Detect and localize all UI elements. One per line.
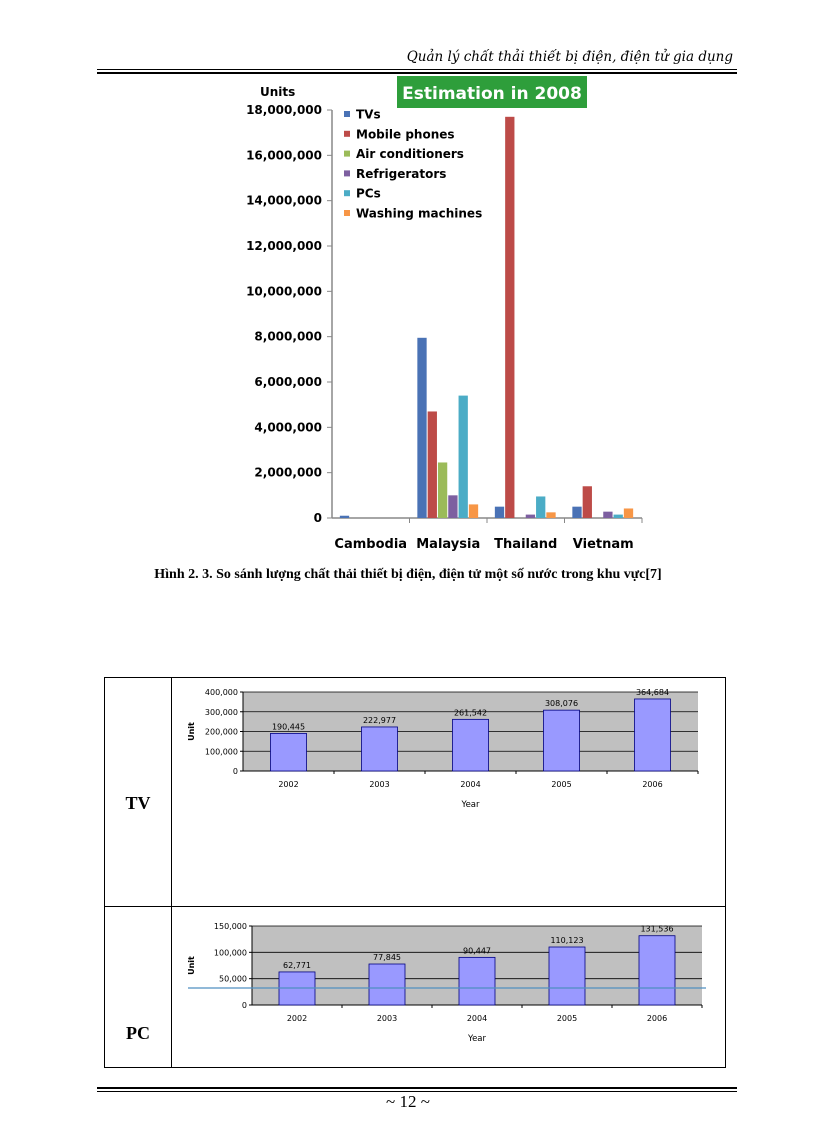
bar-2006: [639, 936, 675, 1005]
bar-washing-machines-malaysia: [469, 504, 478, 518]
legend-swatch: [344, 190, 350, 196]
y-tick-label: 50,000: [219, 974, 247, 984]
legend-swatch: [344, 170, 350, 176]
y-tick-label: 100,000: [213, 948, 247, 958]
data-label: 62,771: [283, 960, 311, 970]
bar-2006: [635, 699, 671, 771]
bar-refrigerators-thailand: [526, 515, 535, 518]
x-tick-label: 2004: [460, 780, 481, 789]
pc-units-chart: [172, 907, 725, 1067]
data-label: 90,447: [463, 946, 491, 956]
category-label: Malaysia: [416, 537, 481, 552]
figure-caption: Hình 2. 3. So sánh lượng chất thải thiết bị điện, điện tử một số nước trong khu vực[7]: [154, 567, 662, 582]
header-rule-thin: [97, 69, 737, 70]
bar-2005: [549, 947, 585, 1005]
bar-2005: [544, 710, 580, 771]
x-tick-label: 2003: [369, 780, 390, 789]
y-tick-label: 18,000,000: [246, 103, 322, 117]
estimation-2008-chart: [226, 72, 646, 557]
legend-label: TVs: [356, 107, 381, 122]
y-axis-label: Unit: [187, 722, 196, 741]
x-tick-label: 2004: [466, 1014, 488, 1023]
footer-rule-thick: [97, 1087, 737, 1089]
data-label: 364,684: [635, 687, 670, 697]
bar-mobile-phones-vietnam: [583, 486, 592, 518]
y-tick-label: 8,000,000: [254, 329, 322, 344]
legend-label: PCs: [356, 186, 381, 201]
legend-swatch: [344, 151, 350, 157]
x-axis-label: Year: [461, 800, 480, 810]
y-tick-label: 0: [232, 767, 238, 776]
x-tick-label: 2003: [376, 1014, 398, 1023]
y-tick-label: 150,000: [213, 922, 247, 931]
y-axis-label: Unit: [187, 956, 196, 975]
y-tick-label: 12,000,000: [246, 239, 322, 253]
bar-washing-machines-vietnam: [624, 508, 633, 518]
y-tick-label: 10,000,000: [246, 284, 322, 299]
legend-label: Air conditioners: [356, 147, 464, 162]
x-tick-label: 2005: [556, 1014, 578, 1023]
bar-refrigerators-malaysia: [448, 495, 457, 518]
bar-tvs-malaysia: [417, 338, 426, 518]
legend-swatch: [344, 210, 350, 216]
data-label: 261,542: [453, 708, 488, 718]
bar-2003: [362, 727, 398, 771]
bar-washing-machines-thailand: [546, 512, 555, 518]
x-tick-label: 2005: [551, 780, 572, 789]
y-tick-label: 0: [241, 1001, 247, 1010]
bar-2004: [459, 957, 495, 1005]
bar-pcs-malaysia: [459, 396, 468, 518]
bar-mobile-phones-thailand: [505, 117, 514, 518]
y-tick-label: 4,000,000: [254, 420, 322, 435]
y-tick-label: 100,000: [204, 747, 238, 757]
legend-swatch: [344, 131, 350, 137]
bar-tvs-cambodia: [340, 516, 349, 518]
x-tick-label: 2006: [642, 780, 663, 789]
bar-pcs-thailand: [536, 496, 545, 518]
data-label: 190,445: [271, 722, 306, 732]
bar-mobile-phones-malaysia: [428, 411, 437, 518]
x-tick-label: 2006: [646, 1014, 668, 1023]
category-label: Cambodia: [334, 537, 408, 552]
data-label: 110,123: [550, 936, 584, 946]
y-tick-label: 400,000: [204, 688, 238, 697]
category-label: Thailand: [494, 537, 558, 552]
chart-title: Estimation in 2008: [402, 84, 582, 104]
bar-tvs-thailand: [495, 507, 504, 518]
y-tick-label: 0: [313, 511, 322, 525]
x-axis-label: Year: [468, 1034, 486, 1044]
row-label-tv: TV: [125, 793, 151, 813]
legend-swatch: [344, 111, 350, 117]
x-tick-label: 2002: [278, 780, 299, 789]
bar-air-conditioners-malaysia: [438, 462, 447, 518]
bar-2004: [453, 719, 489, 771]
category-label: Vietnam: [572, 537, 634, 552]
y-tick-label: 300,000: [204, 707, 238, 717]
page-header: Quản lý chất thải thiết bị điện, điện tử gia dụng: [406, 49, 733, 65]
y-tick-label: 14,000,000: [246, 193, 322, 208]
legend-label: Mobile phones: [356, 127, 455, 142]
bar-refrigerators-vietnam: [603, 512, 612, 518]
row-label-pc: PC: [126, 1023, 150, 1043]
x-tick-label: 2002: [286, 1014, 308, 1023]
y-tick-label: 16,000,000: [246, 148, 322, 163]
y-tick-label: 2,000,000: [254, 465, 322, 480]
legend-label: Refrigerators: [356, 166, 447, 181]
bar-tvs-vietnam: [572, 507, 581, 518]
page-number: ~ 12 ~: [386, 1092, 430, 1111]
bar-2002: [271, 733, 307, 771]
tv-units-chart: [172, 678, 725, 906]
data-label: 222,977: [362, 715, 397, 725]
data-label: 308,076: [544, 699, 579, 709]
bar-pcs-vietnam: [614, 515, 623, 518]
y-axis-label: Units: [260, 85, 296, 99]
y-tick-label: 200,000: [204, 727, 238, 737]
data-label: 77,845: [373, 953, 401, 963]
legend-label: Washing machines: [356, 206, 483, 221]
bar-2003: [369, 964, 405, 1005]
data-label: 131,536: [640, 924, 674, 934]
y-tick-label: 6,000,000: [254, 375, 322, 389]
